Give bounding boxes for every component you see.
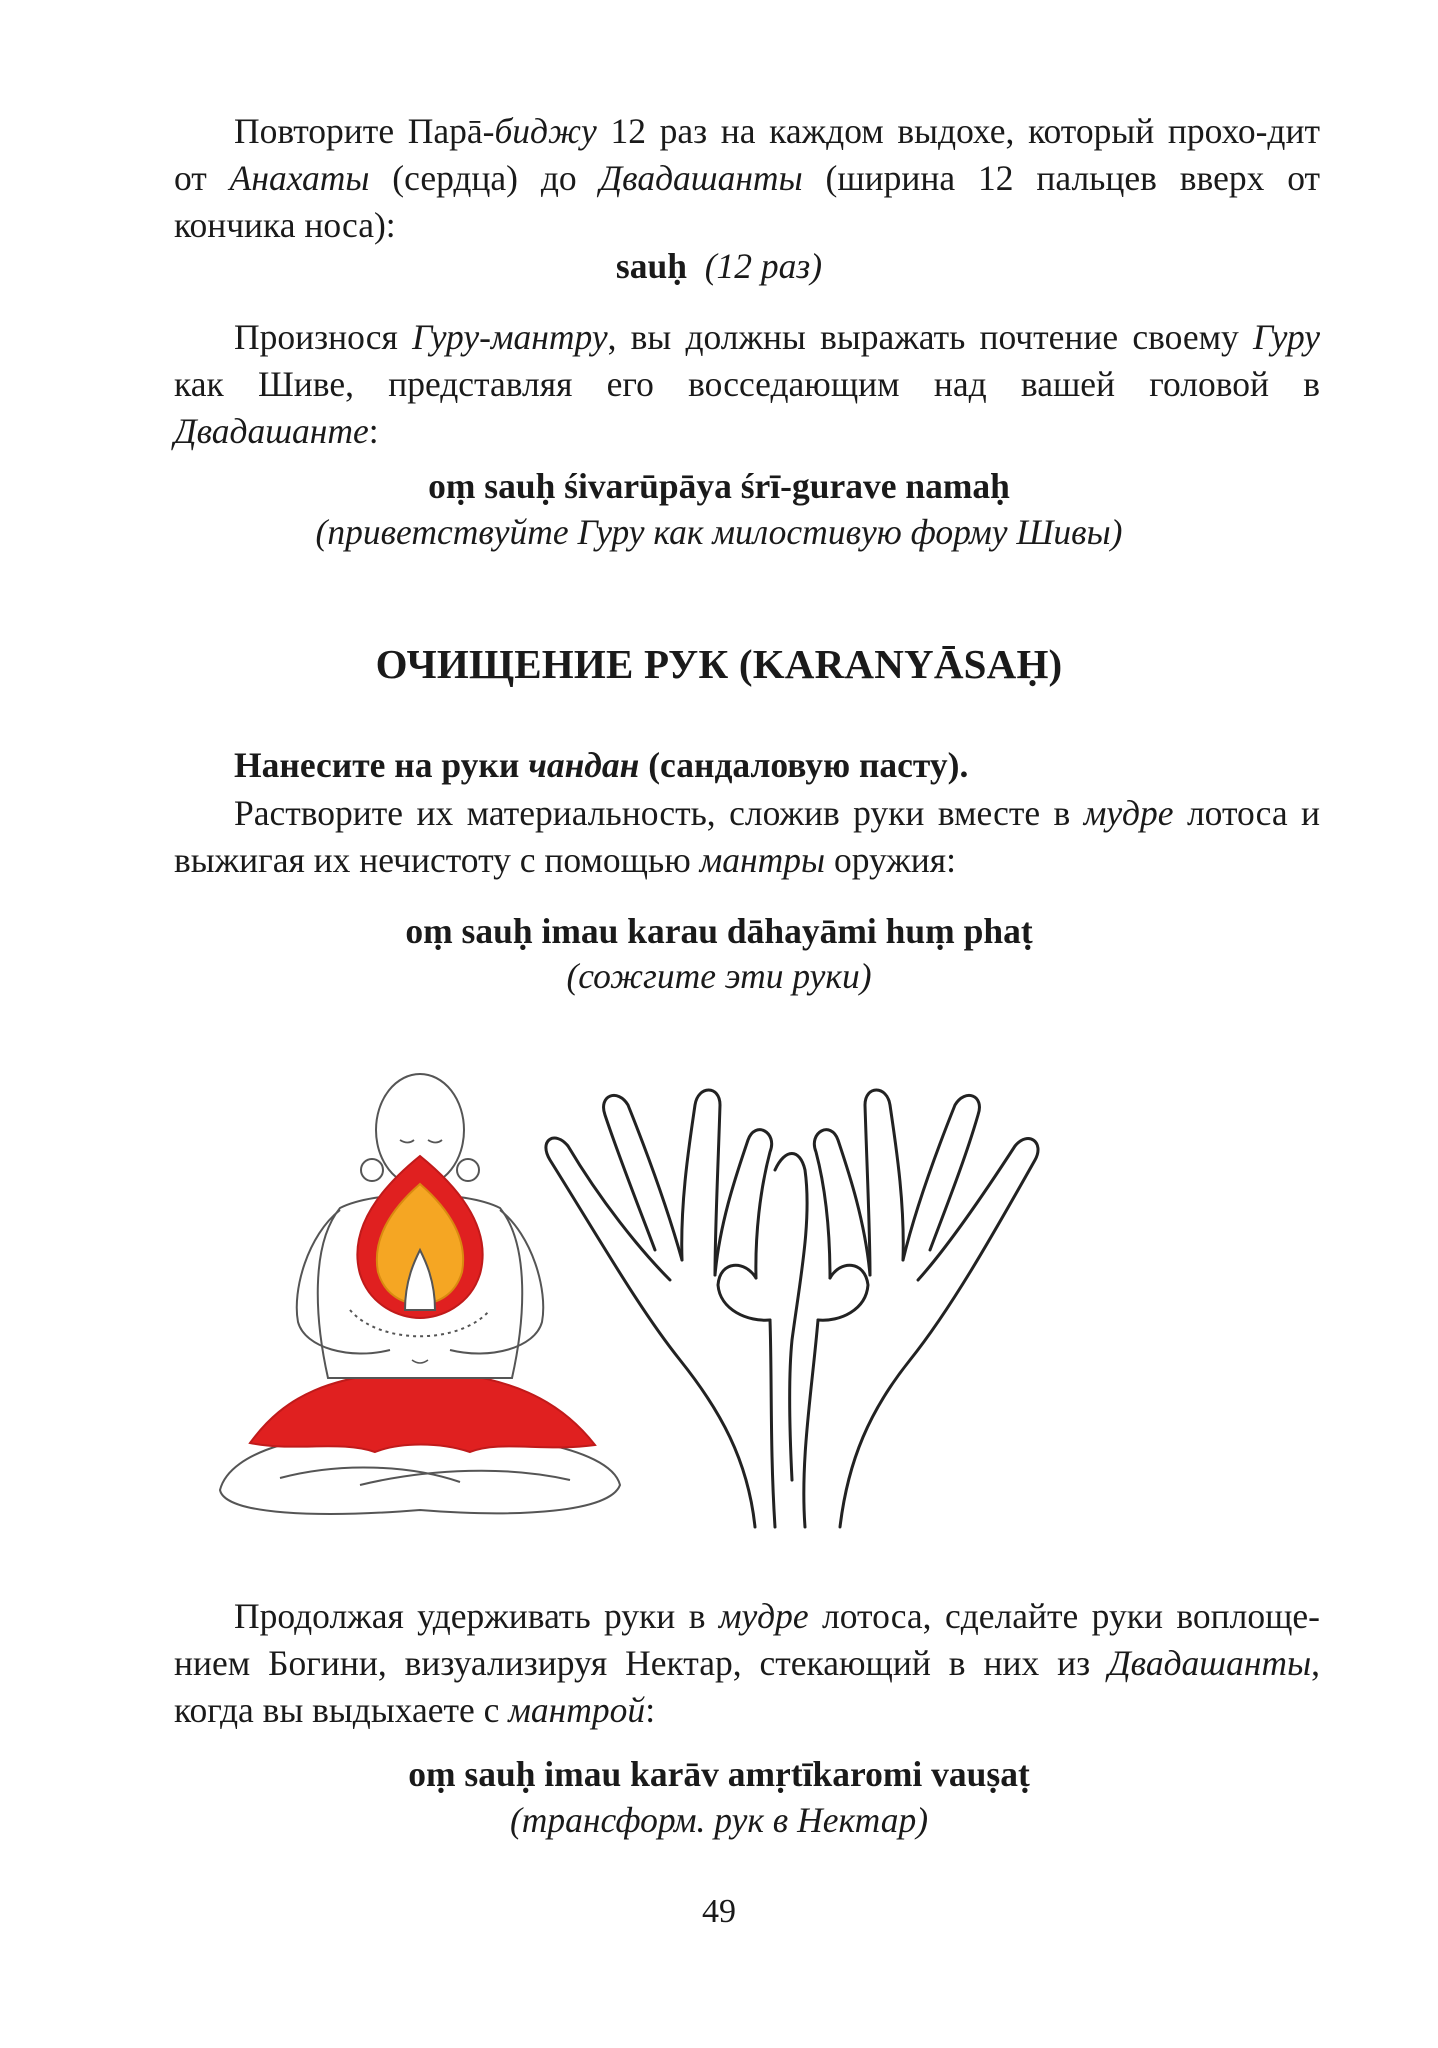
mantra-burn: oṃ sauḥ imau karau dāhayāmi huṃ phaṭ bbox=[405, 911, 1033, 951]
paragraph-guru-mantra: Произнося Гуру-мантру, вы должны выражать почтение своему Гуру как Шиве, представляя его восседающим над вашей головой в Двадашанте: bbox=[174, 317, 1320, 451]
mantra-sauh: sauḥ (12 раз) bbox=[615, 246, 823, 286]
mantra-guru-gloss: (приветствуйте Гуру как милостивую форму Шивы) bbox=[315, 512, 1123, 552]
paragraph-nectar: Продолжая удерживать руки в мудре лотоса, сделайте руки воплоще-нием Богини, визуализируя Нектар, стекающий в них из Двадашанты, когда вы выдыхаете с мантрой: bbox=[174, 1596, 1320, 1730]
mantra-nectar: oṃ sauḥ imau karāv amṛtīkaromi vauṣaṭ bbox=[408, 1754, 1030, 1794]
illustrations bbox=[200, 1060, 1300, 1540]
paragraph-dissolve: Растворите их материальность, сложив руки вместе в мудре лотоса и выжигая их нечистоту с помощью мантры оружия: bbox=[174, 793, 1321, 880]
mantra-burn-gloss: (сожгите эти руки) bbox=[566, 956, 872, 996]
section-heading: ОЧИЩЕНИЕ РУК (KARANYĀSAḤ) bbox=[375, 641, 1063, 687]
mantra-nectar-gloss: (трансформ. рук в Нектар) bbox=[509, 1800, 929, 1840]
lotus-mudra-hands-illustration bbox=[546, 1090, 1038, 1527]
mantra-guru: oṃ sauḥ śivarūpāya śrī-gurave namaḥ bbox=[428, 466, 1010, 506]
paragraph-parabija: Повторите Парā-биджу 12 раз на каждом выдохе, который прохо-дит от Анахаты (сердца) до Двадашанты (ширина 12 пальцев вверх от кончика носа): bbox=[174, 111, 1320, 245]
page-number: 49 bbox=[702, 1893, 736, 1930]
paragraph-chandan: Нанесите на руки чандан (сандаловую пасту). bbox=[234, 745, 969, 785]
